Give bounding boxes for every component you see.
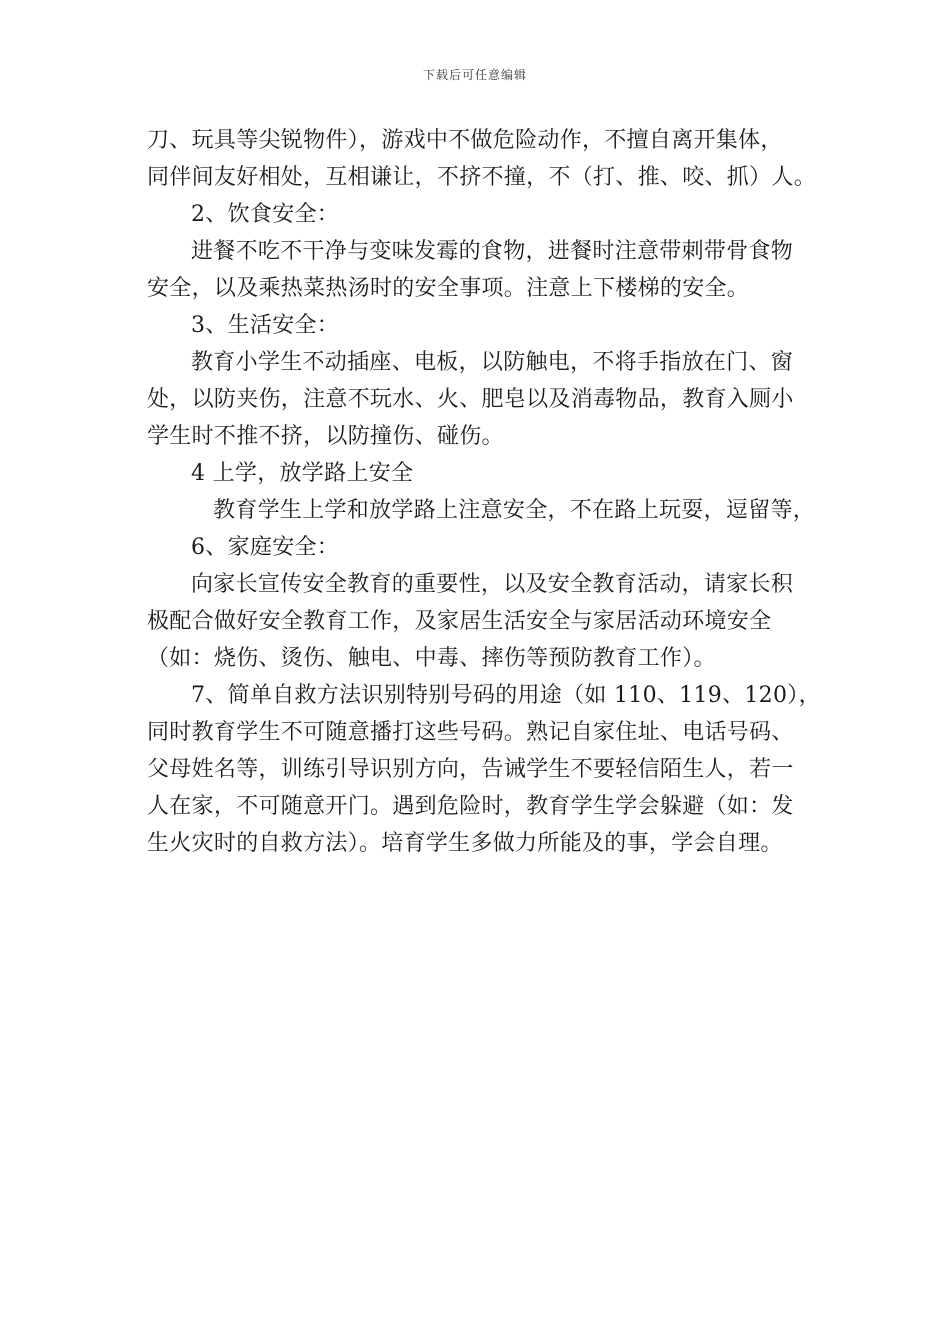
text-line: 教育学生上学和放学路上注意安全，不在路上玩耍，逗留等， (213, 498, 816, 523)
section-heading-life-safety: 3、生活安全： (191, 313, 340, 338)
text-line: 生火灾时的自救方法）。培育学生多做力所能及的事，学会自理。 (147, 831, 783, 856)
text-line: 极配合做好安全教育工作，及家居生活安全与家居活动环境安全 (147, 609, 772, 634)
text-line: 进餐不吃不干净与变味发霉的食物，进餐时注意带刺带骨食物 (191, 239, 794, 264)
text-line: （如：烧伤、烫伤、触电、中毒、摔伤等预防教育工作）。 (147, 646, 716, 671)
text-line: 同时教育学生不可随意播打这些号码。熟记自家住址、电话号码、 (147, 720, 794, 745)
text-line: 父母姓名等，训练引导识别方向，告诫学生不要轻信陌生人，若一 (147, 757, 794, 782)
page-header: 下载后可任意编辑 (422, 68, 527, 82)
text-line: 刀、玩具等尖锐物件），游戏中不做危险动作，不擅自离开集体， (147, 128, 783, 153)
section-heading-self-rescue: 7、简单自救方法识别特别号码的用途（如 110、119、120）， (191, 683, 821, 708)
document-body (147, 122, 821, 862)
text-line: 人在家，不可随意开门。遇到危险时，教育学生学会躲避（如：发 (147, 794, 794, 819)
text-line: 同伴间友好相处，互相谦让，不挤不撞，不（打、推、咬、抓）人。 (147, 165, 817, 190)
text-line: 处，以防夹伤，注意不玩水、火、肥皂以及消毒物品，教育入厕小 (147, 387, 794, 412)
section-heading-home-safety: 6、家庭安全： (191, 535, 340, 560)
section-heading-school-route-safety: 4 上学，放学路上安全 (191, 461, 414, 486)
text-line: 向家长宣传安全教育的重要性，以及安全教育活动，请家长积 (191, 572, 794, 597)
text-line: 安全，以及乘热菜热汤时的安全事项。注意上下楼梯的安全。 (147, 276, 750, 301)
text-line: 教育小学生不动插座、电板，以防触电，不将手指放在门、窗 (191, 350, 794, 375)
text-line: 学生时不推不挤，以防撞伤、碰伤。 (147, 424, 504, 449)
section-heading-diet-safety: 2、饮食安全： (191, 202, 340, 227)
